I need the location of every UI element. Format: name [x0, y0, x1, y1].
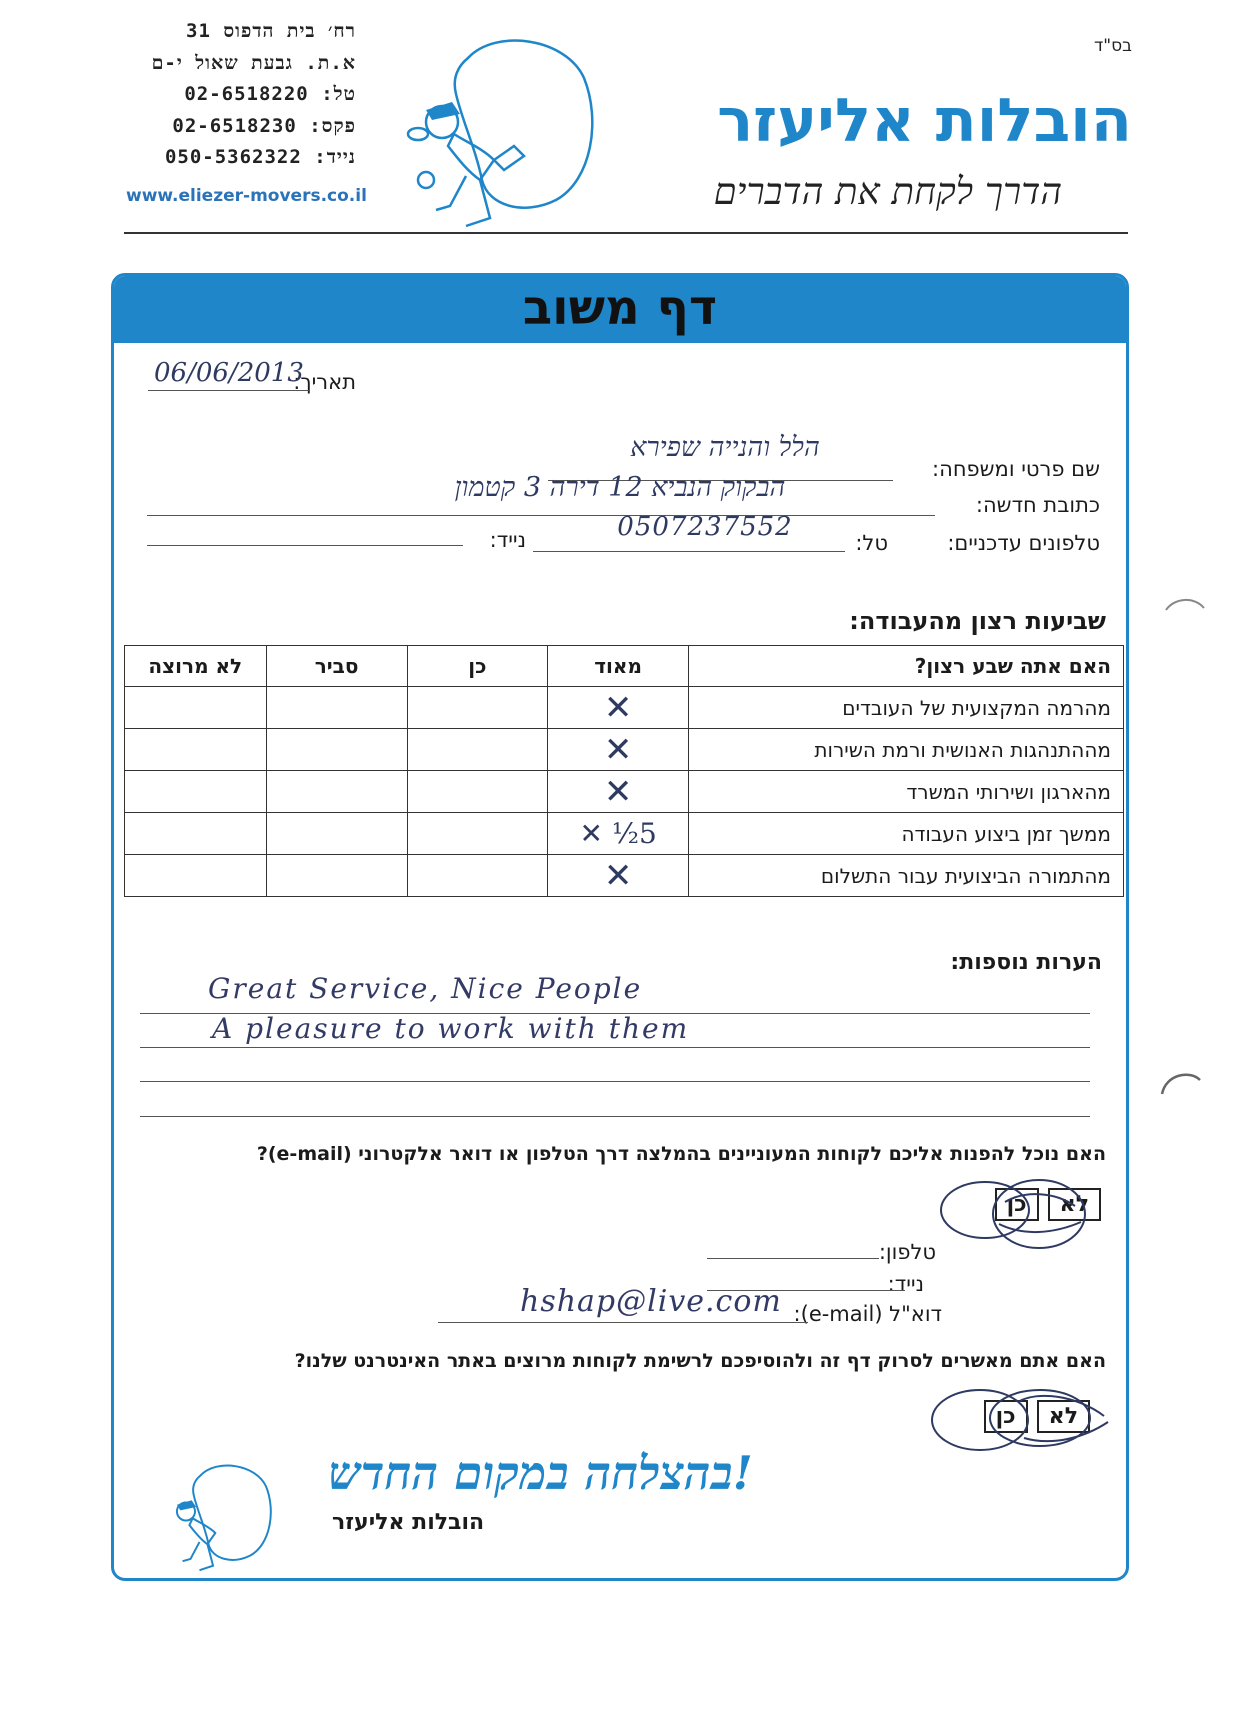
tel-label: טל:: [855, 531, 888, 555]
contact-fax: פקס: 02-6518230: [172, 114, 356, 137]
check-mark: ✕: [603, 687, 633, 728]
yes-cell[interactable]: [407, 771, 547, 813]
satisfaction-heading: שביעות רצון מהעבודה:: [849, 607, 1106, 635]
tel-line: [533, 551, 845, 552]
footer-brand: הובלות אליעזר: [332, 1510, 485, 1535]
yes-cell[interactable]: [407, 687, 547, 729]
very-cell[interactable]: [548, 813, 689, 855]
col-very: מאוד: [548, 646, 689, 687]
col-fair: סביר: [266, 646, 407, 687]
circled-answer-scribble: [928, 1380, 1114, 1460]
very-cell[interactable]: [548, 729, 689, 771]
unsatisfied-cell[interactable]: [125, 813, 267, 855]
fair-cell[interactable]: [266, 813, 407, 855]
row-question: ממשך זמן ביצוע העבודה: [689, 813, 1124, 855]
table-row: [125, 813, 1124, 855]
mover-carrying-sack-icon: [160, 1454, 300, 1578]
very-cell[interactable]: [548, 855, 689, 897]
referral-email-line: [438, 1322, 808, 1323]
mover-carrying-sack-icon: [396, 30, 644, 230]
row-question: מההתנהגות האנושית ורמת השירות: [689, 729, 1124, 771]
website-consent-question: האם אתם מאשרים לסרוק דף זה ולהוסיפכם לרשימת לקוחות מרוצים באתר האינטרנט שלנו?: [294, 1350, 1106, 1372]
circled-answer-scribble: [935, 1172, 1095, 1258]
brand-slogan: הדרך לקחת את הדברים: [713, 170, 1062, 213]
date-label: תאריך:: [293, 370, 356, 394]
form-title-bar: [114, 276, 1126, 343]
brand-name: הובלות אליעזר: [717, 86, 1132, 156]
referral-phone-line[interactable]: [707, 1258, 879, 1259]
referral-yes-option[interactable]: כן: [995, 1188, 1039, 1221]
comments-heading: הערות נוספות:: [950, 950, 1102, 975]
table-header-row: [125, 646, 1124, 687]
yes-cell[interactable]: [407, 813, 547, 855]
website-link[interactable]: www.eliezer-movers.co.il: [126, 186, 367, 206]
comment-text-line2[interactable]: A pleasure to work with them: [212, 1012, 690, 1045]
yes-cell[interactable]: [407, 855, 547, 897]
binder-hole-mark: [1156, 1064, 1206, 1114]
mobile-line[interactable]: [147, 545, 463, 546]
comment-line: [140, 1047, 1090, 1048]
unsatisfied-cell[interactable]: [125, 855, 267, 897]
header-divider: [124, 232, 1128, 234]
comment-line: [140, 1081, 1090, 1082]
contact-phone: טל: 02-6518220: [184, 83, 356, 105]
unsatisfied-cell[interactable]: [125, 687, 267, 729]
table-row: [125, 729, 1124, 771]
fair-cell[interactable]: [266, 687, 407, 729]
consent-no-option[interactable]: לא: [1037, 1400, 1090, 1433]
col-question: האם אתה שבע רצון?: [689, 646, 1124, 687]
comment-text-line1[interactable]: Great Service, Nice People: [208, 972, 643, 1005]
yes-cell[interactable]: [407, 729, 547, 771]
col-unsatisfied: לא מרוצה: [125, 646, 267, 687]
row-question: מהארגון ושירותי המשרד: [689, 771, 1124, 813]
very-cell[interactable]: [548, 771, 689, 813]
referral-email-label: דוא"ל (e-mail):: [793, 1302, 942, 1326]
footer-wish: !בהצלחה במקום החדש: [328, 1446, 753, 1500]
referral-phone-label: טלפון:: [878, 1240, 936, 1264]
referral-mobile-label: נייד:: [887, 1272, 924, 1296]
fair-cell[interactable]: [266, 729, 407, 771]
check-mark: ✕: [603, 771, 633, 812]
binder-hole-mark: [1160, 592, 1210, 642]
date-value[interactable]: 06/06/2013: [148, 358, 310, 391]
referral-email-field[interactable]: hshap@live.com: [520, 1284, 782, 1319]
check-mark: 5½ ✕: [579, 816, 657, 850]
table-row: [125, 687, 1124, 729]
fair-cell[interactable]: [266, 855, 407, 897]
table-row: [125, 855, 1124, 897]
consent-yes-option[interactable]: כן: [984, 1400, 1028, 1433]
unsatisfied-cell[interactable]: [125, 771, 267, 813]
satisfaction-table: [124, 645, 1124, 897]
mobile-label: נייד:: [489, 528, 526, 552]
contact-mobile: נייד: 050-5362322: [164, 146, 356, 168]
check-mark: ✕: [603, 855, 633, 896]
contact-block: [128, 16, 356, 174]
row-question: מהרמה המקצועית של העובדים: [689, 687, 1124, 729]
bsd-mark: בס"ד: [1094, 36, 1132, 56]
check-mark: ✕: [603, 729, 633, 770]
col-yes: כן: [407, 646, 547, 687]
contact-area: א.ת. גבעת שאול י-ם: [151, 51, 356, 74]
name-label: שם פרטי ומשפחה:: [932, 457, 1100, 481]
phones-label: טלפונים עדכניים:: [947, 531, 1100, 555]
very-cell[interactable]: [548, 687, 689, 729]
form-title: דף משוב: [522, 280, 718, 336]
tel-field[interactable]: 0507237552: [617, 512, 793, 542]
contact-address: רח׳ בית הדפוס 31: [186, 20, 356, 42]
name-field[interactable]: הלל והנייה שפירא: [630, 432, 820, 463]
referral-no-option[interactable]: לא: [1048, 1188, 1101, 1221]
row-question: מהתמורה הביצועית עבור התשלום: [689, 855, 1124, 897]
fair-cell[interactable]: [266, 771, 407, 813]
address-label: כתובת חדשה:: [975, 493, 1100, 517]
comment-line: [140, 1116, 1090, 1117]
address-field[interactable]: הבקוק הנביא 12 דירה 3 קטמון: [454, 472, 786, 503]
table-row: [125, 771, 1124, 813]
referral-question: האם נוכל להפנות אליכם לקוחות המעוניינים בהמלצה דרך הטלפון או דואר אלקטרוני (e-mail)?: [256, 1143, 1106, 1165]
unsatisfied-cell[interactable]: [125, 729, 267, 771]
